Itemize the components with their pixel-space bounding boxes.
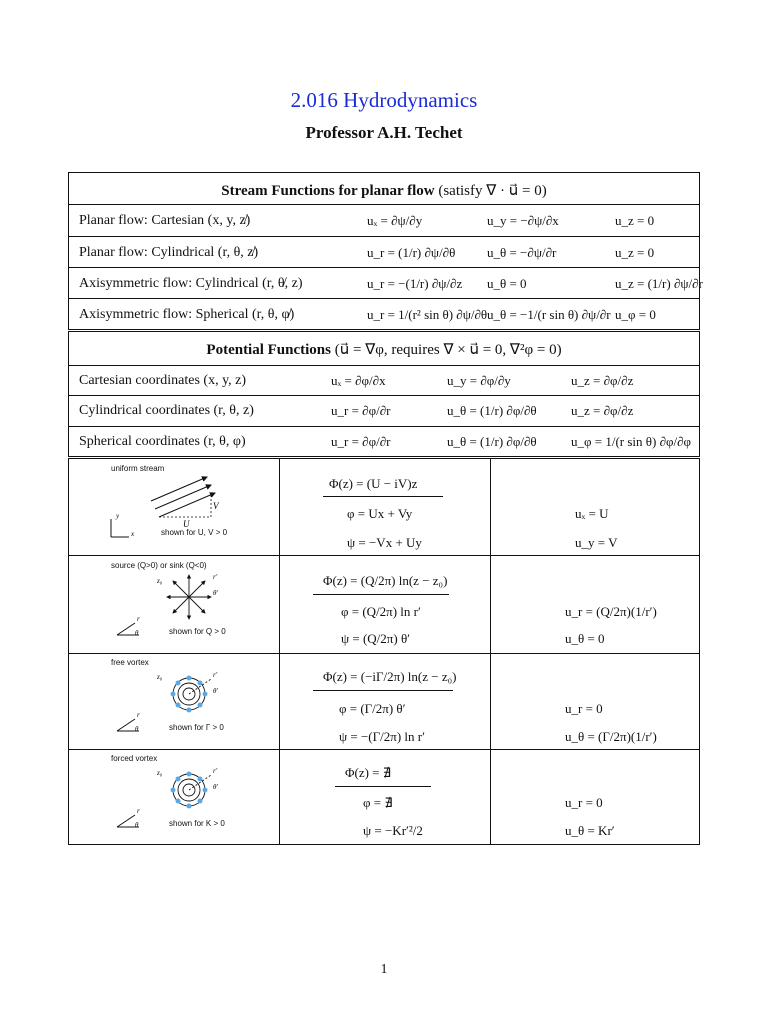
velocity-component: u_θ = 0 — [565, 631, 605, 646]
stream-function: ψ = −Vx + Uy — [347, 535, 422, 550]
document-title: 2.016 Hydrodynamics — [290, 88, 478, 112]
potential-formula: uₓ = ∂φ/∂x — [331, 373, 386, 388]
shown-for-note: shown for Γ > 0 — [169, 723, 224, 732]
potential-formula: u_z = ∂φ/∂z — [571, 403, 634, 418]
stream-formula: u_y = −∂ψ/∂x — [487, 213, 559, 228]
potential-formula: u_r = ∂φ/∂r — [331, 403, 391, 418]
axis-r-label: r — [137, 807, 140, 815]
page-number: 1 — [380, 962, 388, 977]
axis-r-label: r — [137, 615, 140, 623]
potential-functions-table — [68, 331, 700, 457]
potential-formula: u_y = ∂φ/∂y — [447, 373, 511, 388]
stream-functions-table — [68, 172, 703, 330]
axis-theta-label: θ — [135, 821, 139, 829]
potential-formula: u_z = ∂φ/∂z — [571, 373, 634, 388]
velocity-potential: φ = ∄ — [363, 795, 393, 810]
author-line: Professor A.H. Techet — [305, 123, 463, 142]
velocity-component: u_r = 0 — [565, 701, 603, 716]
potential-formula: u_θ = (1/r) ∂φ/∂θ — [447, 403, 537, 418]
flow-name: forced vortex — [111, 754, 158, 763]
stream-formula: u_z = 0 — [615, 213, 655, 228]
axis-theta-label: θ — [135, 629, 139, 637]
stream-formula: u_θ = −1/(r sin θ) ∂ψ/∂r — [487, 307, 611, 322]
vortex-r-label: r′ — [213, 671, 218, 679]
stream-header-title: Stream Functions for planar flow — [221, 183, 435, 199]
velocity-component: u_y = V — [575, 535, 618, 550]
complex-potential: Φ(z) = (−iΓ/2π) ln(z − z₀) — [323, 669, 457, 684]
stream-function: ψ = −Kr′²/2 — [363, 823, 423, 838]
potential-header-note: (u⃗ = ∇φ, requires ∇ × u⃗ = 0, ∇²φ = 0) — [334, 342, 562, 358]
stream-function: ψ = −(Γ/2π) ln r′ — [339, 729, 425, 744]
stream-formula: u_z = 0 — [615, 245, 655, 260]
potential-formula: u_φ = 1/(r sin θ) ∂φ/∂φ — [571, 434, 692, 449]
axis-y-label: y — [116, 512, 120, 520]
stream-formula: u_r = −(1/r) ∂ψ/∂z — [367, 276, 463, 291]
vortex-r-label: r′ — [213, 767, 218, 775]
velocity-potential: φ = (Γ/2π) θ′ — [339, 701, 406, 716]
vortex-theta-label: θ′ — [213, 687, 218, 695]
potential-header — [69, 340, 699, 359]
flow-name: uniform stream — [111, 464, 165, 473]
vortex-z0-label: z₀ — [157, 673, 163, 681]
complex-potential: Φ(z) = (U − iV)z — [329, 476, 418, 491]
potential-row-label: Cartesian coordinates (x, y, z) — [79, 373, 247, 388]
velocity-component: u_θ = (Γ/2π)(1/r′) — [565, 729, 657, 744]
velocity-v-label: V — [213, 501, 219, 511]
stream-row-label: Planar flow: Cartesian (x, y, z̸) — [79, 213, 251, 228]
potential-formula: u_θ = (1/r) ∂φ/∂θ — [447, 434, 537, 449]
source-z0-label: z₀ — [157, 577, 163, 585]
shown-for-note: shown for Q > 0 — [169, 627, 226, 636]
axis-r-label: r — [137, 711, 140, 719]
flow-name: source (Q>0) or sink (Q<0) — [111, 561, 207, 570]
vortex-theta-label: θ′ — [213, 783, 218, 791]
stream-header — [69, 181, 699, 200]
axis-theta-label: θ — [135, 725, 139, 733]
flow-name: free vortex — [111, 658, 149, 667]
velocity-component: u_θ = Kr′ — [565, 823, 615, 838]
elementary-flows-table — [68, 458, 700, 845]
stream-formula: uₓ = ∂ψ/∂y — [367, 213, 423, 228]
velocity-component: uₓ = U — [575, 506, 609, 521]
velocity-component: u_r = 0 — [565, 795, 603, 810]
potential-row-label: Cylindrical coordinates (r, θ, z) — [79, 403, 254, 418]
stream-formula: u_θ = 0 — [487, 276, 527, 291]
stream-formula: u_r = (1/r) ∂ψ/∂θ — [367, 245, 456, 260]
potential-formula: u_r = ∂φ/∂r — [331, 434, 391, 449]
velocity-u-label: U — [183, 519, 190, 529]
complex-potential: Φ(z) = ∄ — [345, 765, 391, 780]
stream-row-label: Axisymmetric flow: Spherical (r, θ, φ̸) — [79, 307, 295, 322]
velocity-potential: φ = Ux + Vy — [347, 506, 413, 521]
stream-formula: u_θ = −∂ψ/∂r — [487, 245, 557, 260]
stream-row-label: Axisymmetric flow: Cylindrical (r, θ̸, z) — [79, 276, 303, 291]
shown-for-note: shown for U, V > 0 — [161, 528, 228, 537]
stream-function: ψ = (Q/2π) θ′ — [341, 631, 411, 646]
stream-formula: u_r = 1/(r² sin θ) ∂ψ/∂θ — [367, 307, 488, 322]
stream-formula: u_φ = 0 — [615, 307, 656, 322]
axis-x-label: x — [131, 530, 135, 538]
potential-header-title: Potential Functions — [206, 342, 331, 358]
vortex-z0-label: z₀ — [157, 769, 163, 777]
stream-header-note: (satisfy ∇ · u⃗ = 0) — [438, 183, 547, 199]
potential-row-label: Spherical coordinates (r, θ, φ) — [79, 434, 246, 449]
velocity-potential: φ = (Q/2π) ln r′ — [341, 604, 421, 619]
source-r-label: r′ — [213, 573, 218, 581]
stream-row-label: Planar flow: Cylindrical (r, θ, z̸) — [79, 245, 259, 260]
stream-formula: u_z = (1/r) ∂ψ/∂r — [615, 276, 703, 291]
source-theta-label: θ′ — [213, 589, 218, 597]
shown-for-note: shown for K > 0 — [169, 819, 225, 828]
velocity-component: u_r = (Q/2π)(1/r′) — [565, 604, 657, 619]
complex-potential: Φ(z) = (Q/2π) ln(z − z₀) — [323, 573, 448, 588]
